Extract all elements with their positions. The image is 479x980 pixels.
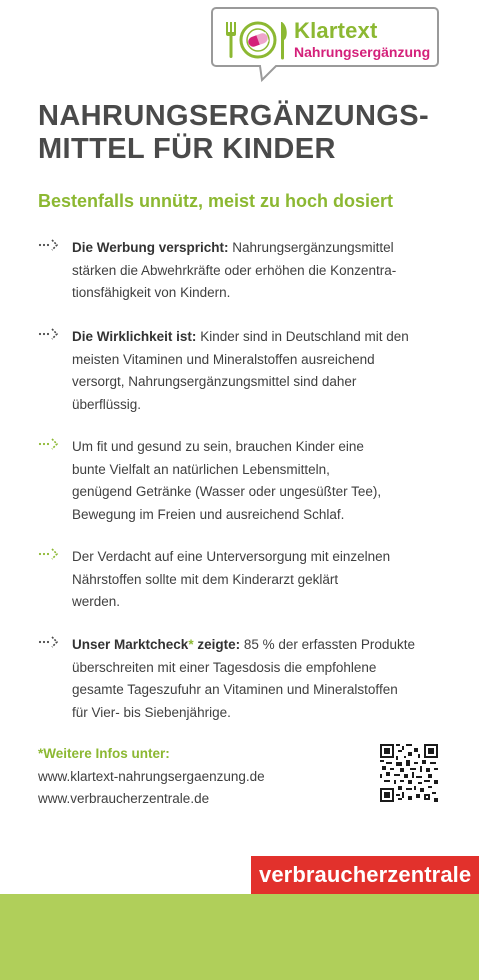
more-info [38, 743, 265, 811]
list-item-wirklichkeit [38, 326, 448, 416]
qr-code-icon[interactable] [380, 744, 438, 802]
item-bold-label: Die Werbung verspricht: [72, 240, 229, 255]
link-verbraucherzentrale[interactable]: www.verbraucherzentrale.de [38, 791, 210, 806]
klartext-logo[interactable] [210, 4, 440, 74]
verbraucherzentrale-logo[interactable]: verbraucherzentrale [251, 856, 479, 894]
item-bold-label: Die Wirklichkeit ist: [72, 329, 197, 344]
footer-band [0, 894, 479, 980]
marktcheck-label: Unser Marktcheck [72, 637, 189, 652]
logo-title: Klartext [294, 18, 378, 43]
item-line: Nährstoffen sollte mit dem Kinderarzt geklärt [72, 571, 339, 587]
dotted-arrow-icon [38, 438, 60, 450]
page-title-line-1: NAHRUNGSERGÄNZUNGS- [38, 100, 430, 132]
dotted-arrow-icon [38, 328, 60, 340]
more-info-title: *Weitere Infos unter: [38, 746, 170, 761]
link-klartext[interactable]: www.klartext-nahrungsergaenzung.de [38, 768, 265, 784]
item-line: werden. [72, 594, 121, 609]
list-item-marktcheck [38, 634, 448, 724]
item-line: versorgt, Nahrungsergänzungsmittel sind daher [72, 374, 357, 389]
item-line: Nahrungsergänzungsmittel [232, 240, 394, 255]
dotted-arrow-icon [38, 548, 60, 560]
item-line: Kinder sind in Deutschland mit den [200, 329, 409, 344]
item-line: für Vier- bis Siebenjährige. [72, 704, 231, 720]
item-line: Der Verdacht auf eine Unterversorgung mit einzelnen [72, 549, 391, 564]
dotted-arrow-icon [38, 636, 60, 648]
item-line: bunte Vielfalt an natürlichen Lebensmitteln, [72, 461, 330, 477]
item-line: 85 % der erfassten Produkte [243, 637, 415, 652]
subheadline: Bestenfalls unnütz, meist zu hoch dosiert [38, 191, 394, 211]
item-line: Bewegung im Freien und ausreichend Schlaf. [72, 506, 345, 522]
item-line: überschreiten mit einer Tagesdosis die empfohlene [72, 659, 377, 675]
item-line: meisten Vitaminen und Mineralstoffen ausreichend [72, 351, 375, 367]
list-item-fit-und-gesund [38, 436, 448, 526]
marktcheck-label-end: zeigte: [193, 637, 241, 652]
logo-subtitle: Nahrungsergänzung [294, 44, 431, 60]
item-line: genügend Getränke (Wasser oder ungesüßter Tee), [72, 484, 382, 499]
dotted-arrow-icon [38, 239, 60, 251]
item-line: gesamte Tageszufuhr an Vitaminen und Mineralstoffen [72, 682, 398, 697]
item-line: stärken die Abwehrkräfte oder erhöhen die Konzentra- [72, 262, 397, 278]
item-bold-label [72, 637, 240, 652]
item-line: tionsfähigkeit von Kindern. [72, 285, 231, 300]
page-title-line-2: MITTEL FÜR KINDER [38, 133, 336, 165]
item-line: überflüssig. [72, 396, 142, 412]
item-line: Um fit und gesund zu sein, brauchen Kinder eine [72, 439, 364, 454]
list-item-werbung [38, 237, 448, 305]
footnote-star: * [188, 637, 194, 652]
page-title [38, 100, 458, 166]
list-item-verdacht [38, 546, 448, 614]
